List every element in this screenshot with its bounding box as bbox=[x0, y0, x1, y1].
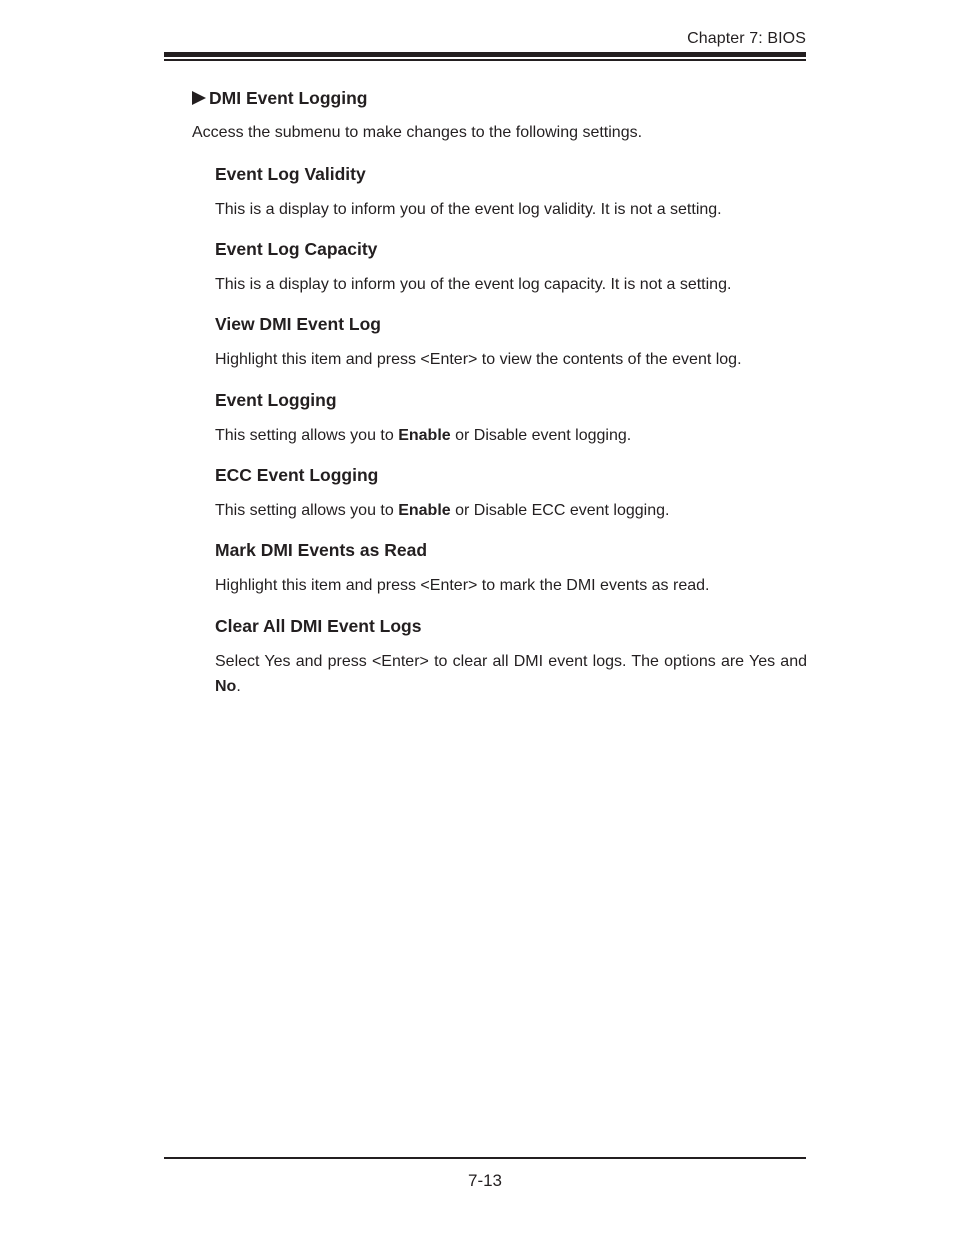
section-title bbox=[192, 88, 367, 109]
setting-title: View DMI Event Log bbox=[215, 314, 381, 334]
chapter-header: Chapter 7: BIOS bbox=[687, 30, 806, 47]
setting-event-log-capacity bbox=[215, 239, 807, 297]
default-value: Enable bbox=[398, 502, 451, 519]
page-number: 7-13 bbox=[467, 1171, 503, 1190]
setting-description: This setting allows you to Enable or Disable ECC event logging. bbox=[215, 502, 670, 519]
section-title-text: DMI Event Logging bbox=[209, 88, 368, 108]
setting-description: This is a display to inform you of the event log validity. It is not a setting. bbox=[215, 201, 722, 218]
setting-title: Clear All DMI Event Logs bbox=[215, 616, 422, 636]
default-value: Enable bbox=[398, 427, 451, 444]
setting-description: This setting allows you to Enable or Disable event logging. bbox=[215, 427, 632, 444]
submenu-arrow-icon bbox=[192, 91, 206, 105]
setting-title: Event Logging bbox=[215, 390, 337, 410]
default-value: No bbox=[215, 678, 237, 695]
header-rule-thin bbox=[164, 59, 806, 61]
header-rule-thick bbox=[164, 52, 806, 57]
setting-event-log-validity bbox=[215, 164, 807, 222]
section-intro: Access the submenu to make changes to the following settings. bbox=[192, 124, 643, 141]
setting-title: Event Log Capacity bbox=[215, 239, 378, 259]
setting-description: Highlight this item and press <Enter> to view the contents of the event log. bbox=[215, 351, 742, 368]
footer-rule bbox=[164, 1157, 806, 1159]
setting-view-dmi-event-log bbox=[215, 314, 807, 372]
setting-description: Highlight this item and press <Enter> to mark the DMI events as read. bbox=[215, 577, 710, 594]
setting-clear-all-dmi-event-logs bbox=[215, 616, 807, 699]
setting-event-logging bbox=[215, 390, 807, 448]
setting-description: This is a display to inform you of the event log capacity. It is not a setting. bbox=[215, 276, 732, 293]
setting-description: Select Yes and press <Enter> to clear all DMI event logs. The options are Yes and No. bbox=[215, 653, 807, 695]
setting-title: Mark DMI Events as Read bbox=[215, 540, 428, 560]
setting-title: ECC Event Logging bbox=[215, 465, 379, 485]
setting-title: Event Log Validity bbox=[215, 164, 366, 184]
setting-mark-dmi-events-as-read bbox=[215, 540, 807, 598]
setting-ecc-event-logging bbox=[215, 465, 807, 523]
